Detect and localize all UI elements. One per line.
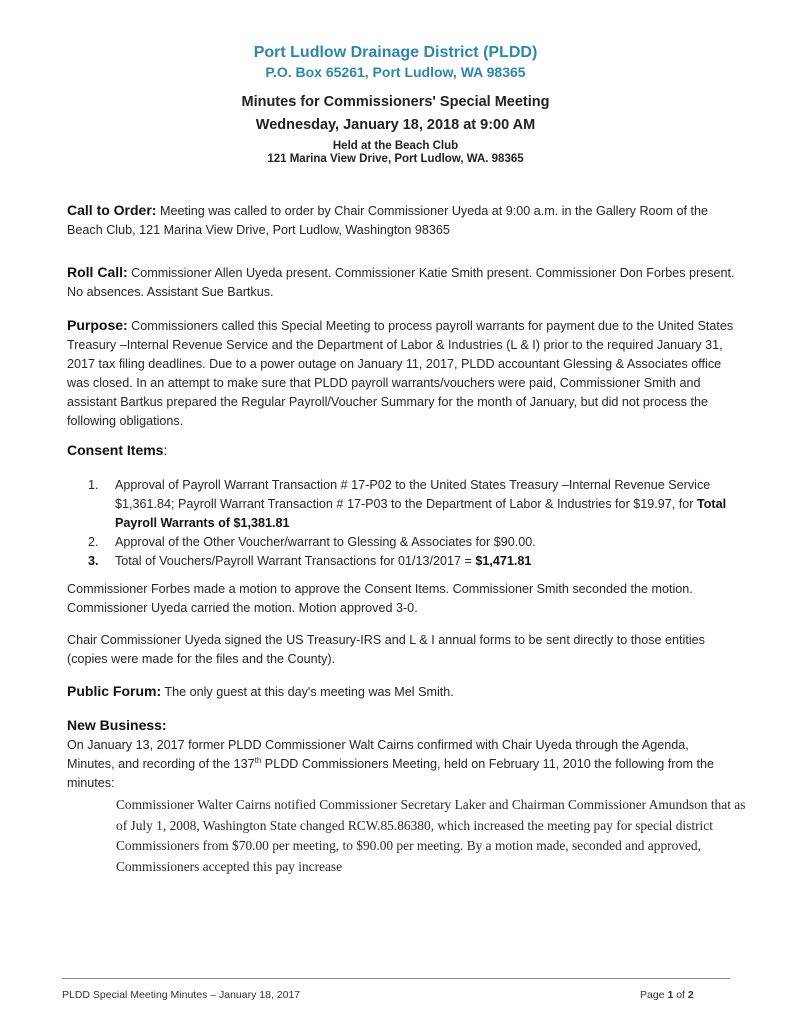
new-business-heading: New Business: bbox=[67, 717, 167, 733]
call-to-order-label: Call to Order: bbox=[67, 202, 157, 218]
footer-divider bbox=[62, 978, 730, 979]
call-to-order-text: Meeting was called to order by Chair Commissioner Uyeda at 9:00 a.m. in the Gallery Room of the Beach Club, 121 Marina View Drive, Port Ludlow, Washington 98365 bbox=[67, 204, 709, 237]
new-business-text-continued: PLDD Commissioners Meeting, held on February 11, 2010 the following from the minutes: bbox=[67, 757, 714, 790]
consent-item-number: 3. bbox=[88, 554, 99, 568]
organization-name: Port Ludlow Drainage District (PLDD) bbox=[253, 44, 538, 61]
roll-call-text: Commissioner Allen Uyeda present. Commissioner Katie Smith present. Commissioner Don Forbes present. No absences. Assistant Sue Bartkus. bbox=[67, 266, 735, 299]
consent-item bbox=[88, 533, 738, 552]
consent-items-heading bbox=[67, 442, 167, 458]
consent-item bbox=[88, 476, 738, 533]
roll-call-label: Roll Call: bbox=[67, 264, 128, 280]
consent-item-text: Approval of Payroll Warrant Transaction # 17-P02 to the United States Treasury –Internal Revenue Service $1,361.84; Payroll Warrant Transaction # 17-P03 to the Department of Labor & Industries for $19.97, for bbox=[115, 478, 711, 511]
consent-items-colon: : bbox=[163, 442, 168, 458]
signed-forms-paragraph: Chair Commissioner Uyeda signed the US Treasury-IRS and L & I annual forms to be sent directly to those entities (copies were made for the files and the County). bbox=[67, 633, 705, 666]
new-business-text: On January 13, 2017 former PLDD Commissioner Walt Cairns confirmed with Chair Uyeda through the Agenda, Minutes, and recording of the 137 bbox=[67, 738, 689, 771]
call-to-order-section bbox=[67, 201, 735, 240]
meeting-venue: Held at the Beach Club bbox=[332, 140, 459, 152]
roll-call-section bbox=[67, 263, 735, 302]
public-forum-text: The only guest at this day's meeting was Mel Smith. bbox=[161, 685, 454, 699]
document-title: Minutes for Commissioners' Special Meeting bbox=[241, 94, 550, 110]
page-total: 2 bbox=[687, 989, 694, 1001]
consent-item bbox=[88, 552, 738, 571]
public-forum-section bbox=[67, 682, 735, 702]
meeting-address: 121 Marina View Drive, Port Ludlow, WA. 98365 bbox=[267, 153, 524, 165]
meeting-date: Wednesday, January 18, 2018 at 9:00 AM bbox=[255, 117, 536, 133]
consent-item-total: Total Payroll Warrants of $1,381.81 bbox=[115, 497, 727, 530]
purpose-label: Purpose: bbox=[67, 317, 128, 333]
consent-item-number: 1. bbox=[88, 478, 99, 492]
consent-item-text: Total of Vouchers/Payroll Warrant Transactions for 01/13/2017 = bbox=[115, 554, 476, 568]
consent-items-label: Consent Items bbox=[67, 442, 164, 458]
footer-title: PLDD Special Meeting Minutes – January 18, 2017 bbox=[62, 989, 301, 1001]
purpose-text: Commissioners called this Special Meeting to process payroll warrants for payment due to the United States Treasury –Internal Revenue Service and the Department of Labor & Industries (L & I) prior to the required January 31, 2017 tax filing deadlines. Due to a power outage on January 11, 2017, PLDD accountant Glessing & Associates office was closed. In an attempt to make sure that PLDD payroll warrants/vouchers were paid, Commissioner Smith and assistant Bartkus prepared the Regular Payroll/Voucher Summary for the month of January, but did not process the following obligations. bbox=[67, 319, 734, 428]
page-prefix: Page bbox=[640, 989, 668, 1001]
organization-address: P.O. Box 65261, Port Ludlow, WA 98365 bbox=[265, 64, 526, 80]
page-current: 1 bbox=[667, 989, 674, 1001]
page-of: of bbox=[673, 989, 688, 1001]
motion-paragraph: Commissioner Forbes made a motion to approve the Consent Items. Commissioner Smith seconded the motion. Commissioner Uyeda carried the motion. Motion approved 3-0. bbox=[67, 582, 693, 615]
ordinal-suffix: th bbox=[254, 755, 262, 765]
consent-item-number: 2. bbox=[88, 535, 99, 549]
new-business-paragraph bbox=[67, 736, 735, 793]
page-number bbox=[640, 989, 694, 1001]
consent-items-list bbox=[88, 476, 738, 571]
consent-item-text: Approval of the Other Voucher/warrant to Glessing & Associates for $90.00. bbox=[115, 535, 536, 549]
quoted-minutes: Commissioner Walter Cairns notified Commissioner Secretary Laker and Chairman Commissioner Amundson that as of July 1, 2008, Washington State changed RCW.85.86380, which increased the meeting pay for special district Commissioners from $70.00 per meeting, to $90.00 per meeting. By a motion made, seconded and approved, Commissioners accepted this pay increase bbox=[116, 797, 746, 874]
consent-item-total: $1,471.81 bbox=[475, 554, 532, 568]
purpose-section bbox=[67, 316, 735, 431]
public-forum-label: Public Forum: bbox=[67, 683, 162, 699]
